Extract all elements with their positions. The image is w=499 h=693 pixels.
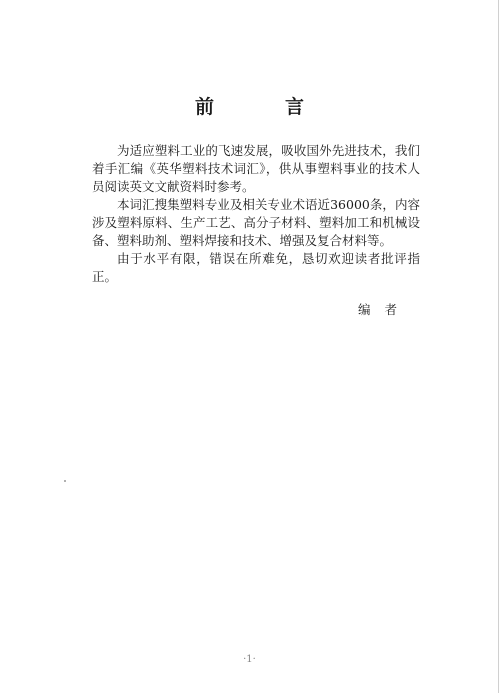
preface-paragraph-3: 由于水平有限，错误在所难免，恳切欢迎读者批评指正。 xyxy=(92,251,420,284)
signature: 编者 xyxy=(358,302,412,317)
page-title: 前 言 xyxy=(194,96,330,118)
preface-paragraph-1: 为适应塑料工业的飞速发展，吸收国外先进技术，我们着手汇编《英华塑料技术词汇》，供从事塑料事业的技术人员阅读英文文献资料时参考。 xyxy=(92,143,420,194)
preface-paragraph-2: 本词汇搜集塑料专业及相关专业术语近36000条，内容涉及塑料原料、生产工艺、高分子材料、塑料加工和机械设备、塑料助剂、塑料焊接和技术、增强及复合材料等。 xyxy=(92,197,420,248)
preface-body xyxy=(92,142,420,286)
scan-speck xyxy=(64,480,66,482)
page-number: ·1· xyxy=(243,654,256,665)
